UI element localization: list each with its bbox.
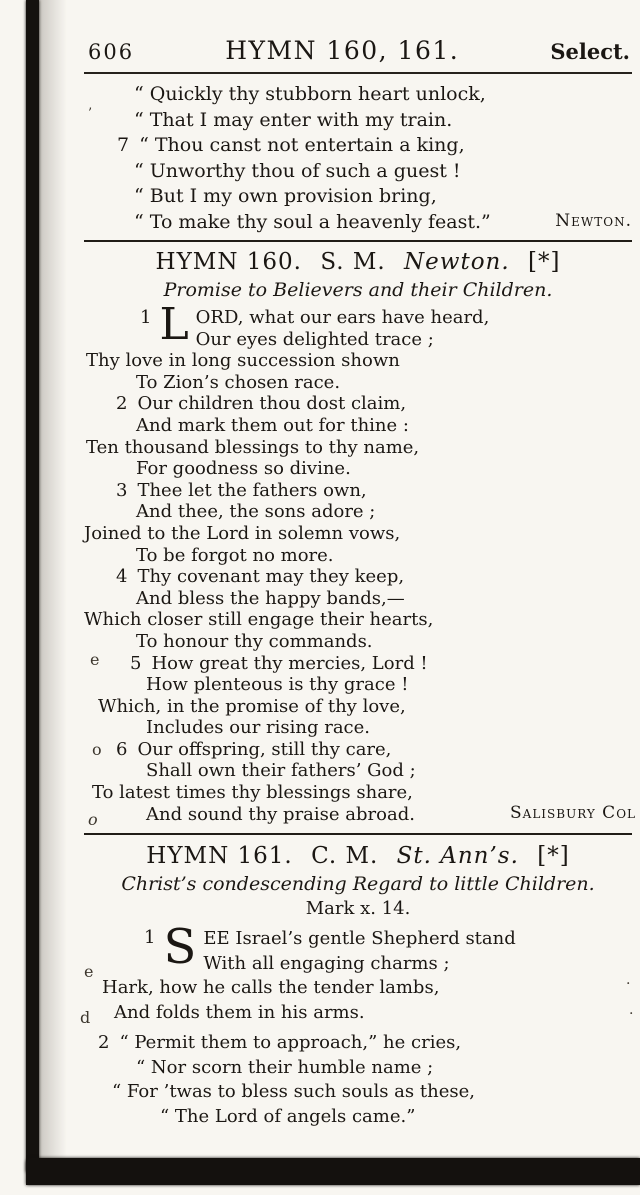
hymn-line: “ That I may enter with my train. [134, 108, 453, 131]
hymn-line: And thee, the sons adore ; [136, 501, 376, 523]
hymn-line: Which, in the promise of thy love, [98, 695, 406, 717]
hymn-line-text: “ Thou canst not entertain a king, [139, 134, 465, 156]
hymn-line-text: How great thy mercies, Lord ! [151, 652, 428, 674]
hymn-line: “ Quickly thy stubborn heart unlock, [134, 83, 486, 105]
hymn-meter: S. M. [320, 249, 386, 275]
hymn-160-heading [84, 247, 632, 277]
stanza-number: 2 [116, 393, 128, 415]
hymn-line [116, 480, 632, 502]
margin-annotation: e [84, 962, 94, 981]
margin-annotation: e [90, 650, 100, 669]
hymn-line: And bless the happy bands,— [136, 587, 405, 609]
hymn-line: “ But I my own provision bring, [134, 185, 437, 207]
hymn-line: “ The Lord of angels came.” [160, 1105, 416, 1127]
hymn-subtitle: Christ’s condescending Regard to little Children. [121, 873, 595, 896]
hymn-line: “ For ’twas to bless such souls as these, [112, 1081, 475, 1103]
hymn-line: And mark them out for thine : [136, 414, 409, 436]
hymn-160-stanzas [84, 299, 636, 825]
hymn-line-text: Thy covenant may they keep, [137, 566, 405, 588]
hymn-line: To honour thy commands. [136, 630, 373, 652]
hymn-subtitle: Promise to Believers and their Children. [163, 279, 553, 301]
section-label: Select. [550, 39, 630, 64]
hymn-title: HYMN 160. [155, 249, 302, 275]
hymn-title: HYMN 161. [146, 843, 293, 870]
margin-annotation: d [80, 1008, 91, 1027]
stray-speck: . [629, 1002, 634, 1018]
book-gutter-edge [26, 0, 39, 1172]
hymn-line [146, 802, 636, 826]
hymn-meter: C. M. [311, 843, 379, 870]
hymn-161-heading [84, 841, 632, 871]
hymn-line: Shall own their fathers’ God ; [146, 760, 416, 782]
page-content [84, 34, 636, 1129]
tune-attribution: Salisbury Col [510, 802, 636, 823]
hymn-line: “ Nor scorn their humble name ; [136, 1056, 434, 1078]
hymn-mark: [*] [528, 249, 561, 275]
hymn-line: Ten thousand blessings to thy name, [86, 436, 420, 458]
stanza-number: 6 [116, 738, 128, 760]
stanza-number: 3 [116, 479, 128, 501]
hymn-line-text: And sound thy praise abroad. [146, 803, 415, 825]
hymn-line: For goodness so divine. [136, 458, 351, 480]
hymn-line-text: Our children thou dost claim, [137, 393, 407, 415]
dropcap-letter: S [163, 919, 197, 976]
running-title: HYMN 160, 161. [225, 36, 460, 65]
stray-mark: ’ [88, 106, 93, 121]
hymn-line: To latest times thy blessings share, [92, 782, 413, 804]
stanza-number: 1 [144, 927, 156, 949]
page-number: 606 [88, 40, 135, 64]
hymn-line: Our eyes delighted trace ; [195, 328, 434, 350]
section-rule [84, 833, 632, 835]
dropcap-letter: L [159, 299, 189, 350]
hymn-line [116, 566, 632, 588]
hymn-line: Which closer still engage their hearts, [84, 609, 434, 631]
hymn-line-text: “ Permit them to approach,” he cries, [119, 1032, 462, 1054]
verse-number: 7 [117, 134, 130, 156]
hymn-161-stanzas [84, 919, 632, 1129]
hymn-line: And folds them in his arms. [114, 1001, 365, 1023]
hymn-160-section [84, 247, 636, 825]
hymn-line [116, 393, 632, 415]
author-attribution: Newton. [555, 210, 632, 231]
stanza-number: 4 [116, 566, 128, 588]
hymn-line: With all engaging charms ; [203, 952, 450, 974]
hymn-line: “ Unworthy thou of such a guest ! [134, 159, 461, 182]
stanza-number: 1 [140, 307, 152, 328]
hymn-line-text: Thee let the fathers own, [137, 479, 367, 501]
hymn-tune: St. Ann’s. [396, 843, 519, 870]
opening-lines [196, 307, 490, 350]
hymn-line-text: “ To make thy soul a heavenly feast.” [134, 210, 491, 233]
stray-speck: . [626, 972, 631, 988]
scripture-reference: Mark x. 14. [305, 898, 411, 920]
hymn-line: Hark, how he calls the tender lambs, [102, 977, 440, 999]
hymn-161-section [84, 841, 632, 1129]
page-bottom-edge [26, 1158, 640, 1185]
opening-lines [203, 927, 515, 976]
hymn-mark: [*] [537, 843, 570, 870]
stanza-opening [144, 919, 632, 976]
hymn-line [134, 210, 632, 236]
hymn-line: ORD, what our ears have heard, [195, 307, 490, 328]
hymn-line [98, 1031, 632, 1056]
hymn-line: EE Israel’s gentle Shepherd stand [203, 928, 516, 950]
hymn-line [116, 739, 632, 761]
hymn-line: To Zion’s chosen race. [136, 371, 341, 393]
stanza-number: 5 [130, 652, 142, 674]
stanza-opening [140, 299, 632, 350]
gutter-shadow [39, 0, 67, 1158]
stanza-number: 2 [98, 1032, 110, 1054]
hymn-159-ending [84, 82, 632, 235]
margin-annotation: o [92, 740, 102, 759]
section-rule [84, 240, 632, 242]
hymn-line [130, 653, 632, 675]
hymn-line: How plenteous is thy grace ! [146, 674, 409, 696]
hymn-line: Thy love in long succession shown [86, 350, 400, 372]
hymn-line [117, 133, 632, 159]
margin-annotation: o [88, 810, 98, 829]
page-header [84, 34, 632, 74]
hymn-line: To be forgot no more. [136, 544, 334, 566]
hymn-tune: Newton. [404, 249, 510, 275]
hymn-line-text: Our offspring, still thy care, [137, 738, 392, 760]
hymn-line: Includes our rising race. [146, 717, 371, 739]
hymn-line: Joined to the Lord in solemn vows, [84, 522, 401, 544]
